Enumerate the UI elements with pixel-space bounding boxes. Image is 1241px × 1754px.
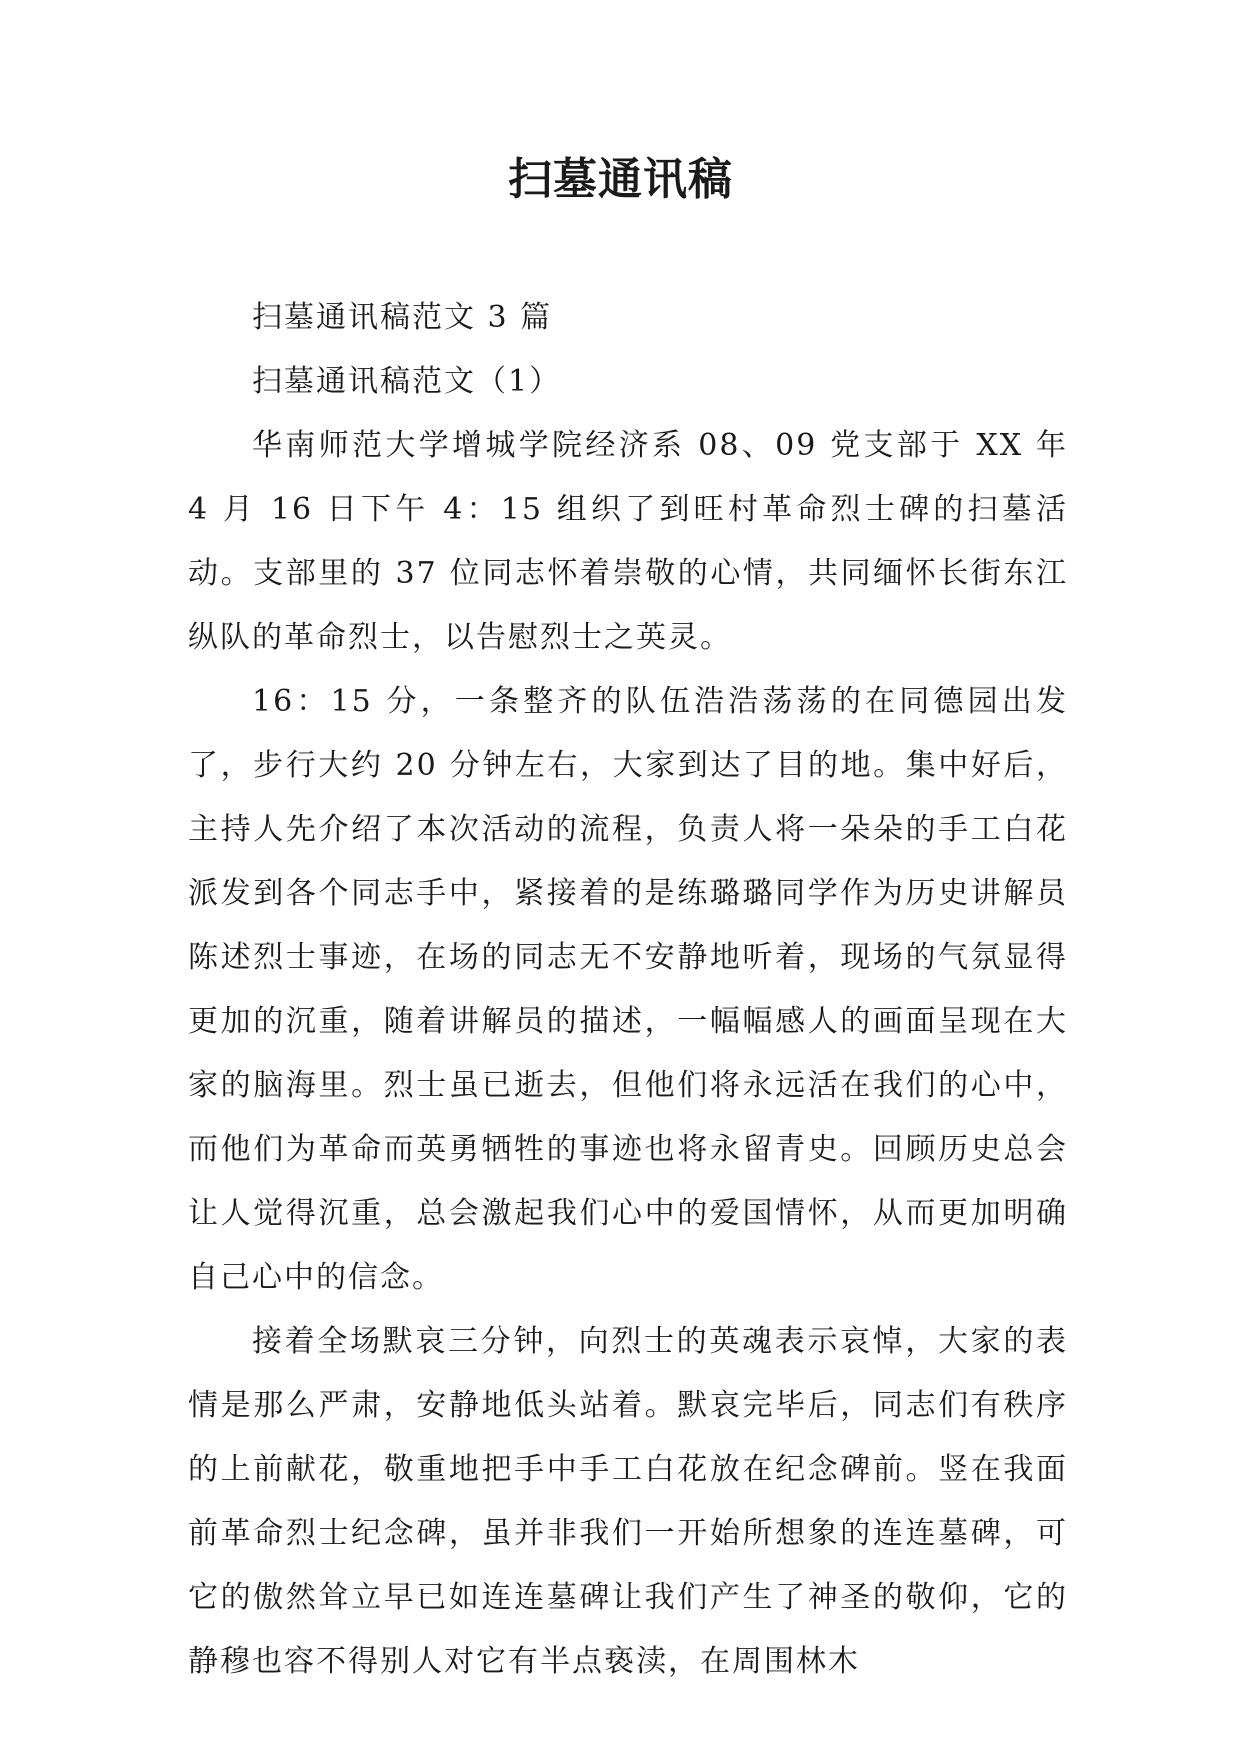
paragraph-heading: 扫墓通讯稿范文（1） (252, 364, 562, 399)
document-title: 扫墓通讯稿 (508, 154, 733, 205)
document-body (188, 286, 1068, 1694)
paragraph: 接着全场默哀三分钟，向烈士的英魂表示哀悼，大家的表情是那么严肃，安静地低头站着。默哀完毕后，同志们有秩序的上前献花，敬重地把手中手工白花放在纪念碑前。竖在我面前革命烈士纪念碑，虽并非我们一开始所想象的连连墓碑，可它的傲然耸立早已如连连墓碑让我们产生了神圣的敬仰，它的静穆也容不得别人对它有半点亵渎，在周围林木 (188, 1324, 1068, 1679)
paragraph-subtitle: 扫墓通讯稿范文 3 篇 (252, 300, 553, 335)
paragraph: 16：15 分，一条整齐的队伍浩浩荡荡的在同德园出发了，步行大约 20 分钟左右，大家到达了目的地。集中好后，主持人先介绍了本次活动的流程，负责人将一朵朵的手工白花派发到各个同志手中，紧接着的是练璐璐同学作为历史讲解员陈述烈士事迹，在场的同志无不安静地听着，现场的气氛显得更加的沉重，随着讲解员的描述，一幅幅感人的画面呈现在大家的脑海里。烈士虽已逝去，但他们将永远活在我们的心中，而他们为革命而英勇牺牲的事迹也将永留青史。回顾历史总会让人觉得沉重，总会激起我们心中的爱国情怀，从而更加明确自己心中的信念。 (188, 684, 1068, 1295)
paragraph: 华南师范大学增城学院经济系 08、09 党支部于 XX 年 4 月 16 日下午 4：15 组织了到旺村革命烈士碑的扫墓活动。支部里的 37 位同志怀着崇敬的心情，共同缅怀长街东江纵队的革命烈士，以告慰烈士之英灵。 (188, 428, 1068, 655)
